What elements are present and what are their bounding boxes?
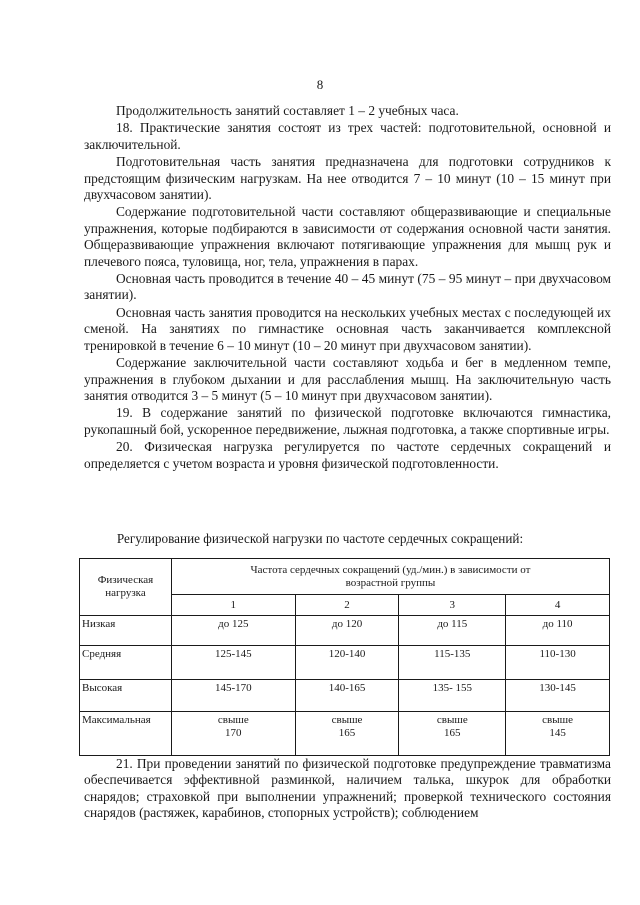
paragraph-main-part: Основная часть проводится в течение 40 – 45 минут (75 – 95 минут – при двухчасовом занятии). [84, 271, 611, 303]
body-text [84, 103, 611, 472]
row-label: Максимальная [80, 712, 172, 756]
paragraph-19-content: 19. В содержание занятий по физической подготовке включаются гимнастика, рукопашный бой, ускоренное передвижение, лыжная подготовка, а также спортивные игры. [84, 405, 611, 437]
paragraph-duration: Продолжительность занятий составляет 1 – 2 учебных часа. [116, 103, 459, 118]
table-cell: 115-135 [399, 646, 506, 680]
age-group-1-header: 1 [171, 595, 295, 616]
table-cell: 135- 155 [399, 680, 506, 712]
table-cell: 125-145 [171, 646, 295, 680]
table-row-max [80, 712, 610, 756]
paragraph-18-parts: 18. Практические занятия состоят из трех частей: подготовительной, основной и заключительной. [84, 120, 611, 152]
cell-line: 170 [225, 727, 242, 739]
load-column-header: Физическая нагрузка [80, 559, 172, 616]
table-cell: 110-130 [506, 646, 610, 680]
page-number: 8 [316, 77, 324, 92]
table-caption: Регулирование физической нагрузки по частоте сердечных сокращений: [116, 531, 524, 546]
paragraph-20-load: 20. Физическая нагрузка регулируется по частоте сердечных сокращений и определяется с учетом возраста и уровня физической подготовленности. [84, 439, 611, 471]
row-label: Средняя [80, 646, 172, 680]
cell-line: 145 [549, 727, 566, 739]
age-group-4-header: 4 [506, 595, 610, 616]
paragraph-21-injury-prevention: 21. При проведении занятий по физической подготовке предупреждение травматизма обеспечивается эффективной разминкой, наличием талька, шкурок для обработки снарядов; страховкой при выполнении упражнений; проверкой технического состояния снарядов (растяжек, карабинов, стопорных устройств); соблюдением [84, 756, 611, 821]
age-group-header: Частота сердечных сокращений (уд./мин.) в зависимости от возрастной группы [171, 559, 609, 595]
tail-text [84, 756, 611, 822]
table-cell [399, 712, 506, 756]
cell-line: 165 [338, 727, 356, 739]
paragraph-preparatory-content: Содержание подготовительной части составляют общеразвивающие и специальные упражнения, которые подбираются в зависимости от содержания основной части занятия. Общеразвивающие упражнения включают потягивающие упражнения для мышц рук и плечевого пояса, туловища, ног, тела, упражнения в парах. [84, 204, 611, 269]
table-cell: до 110 [506, 616, 610, 646]
row-label: Низкая [80, 616, 172, 646]
table-cell [295, 712, 399, 756]
age-group-3-header: 3 [399, 595, 506, 616]
age-group-2-header: 2 [295, 595, 399, 616]
paragraph-preparatory-part: Подготовительная часть занятия предназначена для подготовки сотрудников к предстоящим физическим нагрузкам. На нее отводится 7 – 10 минут (10 – 15 минут при двухчасовом занятии). [84, 154, 611, 203]
paragraph-final-part: Содержание заключительной части составляют ходьба и бег в медленном темпе, упражнения в глубоком дыхании и для расслабления мышц. На заключительную часть занятия отводится 3 – 5 минут (5 – 10 минут при двухчасовом занятии). [84, 355, 611, 403]
heart-rate-table [79, 558, 610, 756]
row-label: Высокая [80, 680, 172, 712]
table-row-low [80, 616, 610, 646]
cell-line: 165 [444, 727, 461, 739]
table-header-row [80, 559, 610, 595]
cell-line: свыше [542, 714, 573, 726]
table-cell: 145-170 [171, 680, 295, 712]
paragraph-main-part-stations: Основная часть занятия проводится на нескольких учебных местах с последующей их сменой. На занятиях по гимнастике основная часть заканчивается комплексной тренировкой в течение 6 – 10 минут (10 – 20 минут при двухчасовом занятии). [84, 304, 611, 353]
table-cell: до 115 [399, 616, 506, 646]
table-cell [506, 712, 610, 756]
table-cell: 140-165 [295, 680, 399, 712]
table-cell: до 125 [171, 616, 295, 646]
table-cell [171, 712, 295, 756]
cell-line: свыше [436, 714, 468, 726]
table-cell: до 120 [295, 616, 399, 646]
table-row-medium [80, 646, 610, 680]
cell-line: свыше [331, 714, 363, 726]
cell-line: свыше [217, 714, 249, 726]
table-row-high [80, 680, 610, 712]
table-cell: 120-140 [295, 646, 399, 680]
table-cell: 130-145 [506, 680, 610, 712]
